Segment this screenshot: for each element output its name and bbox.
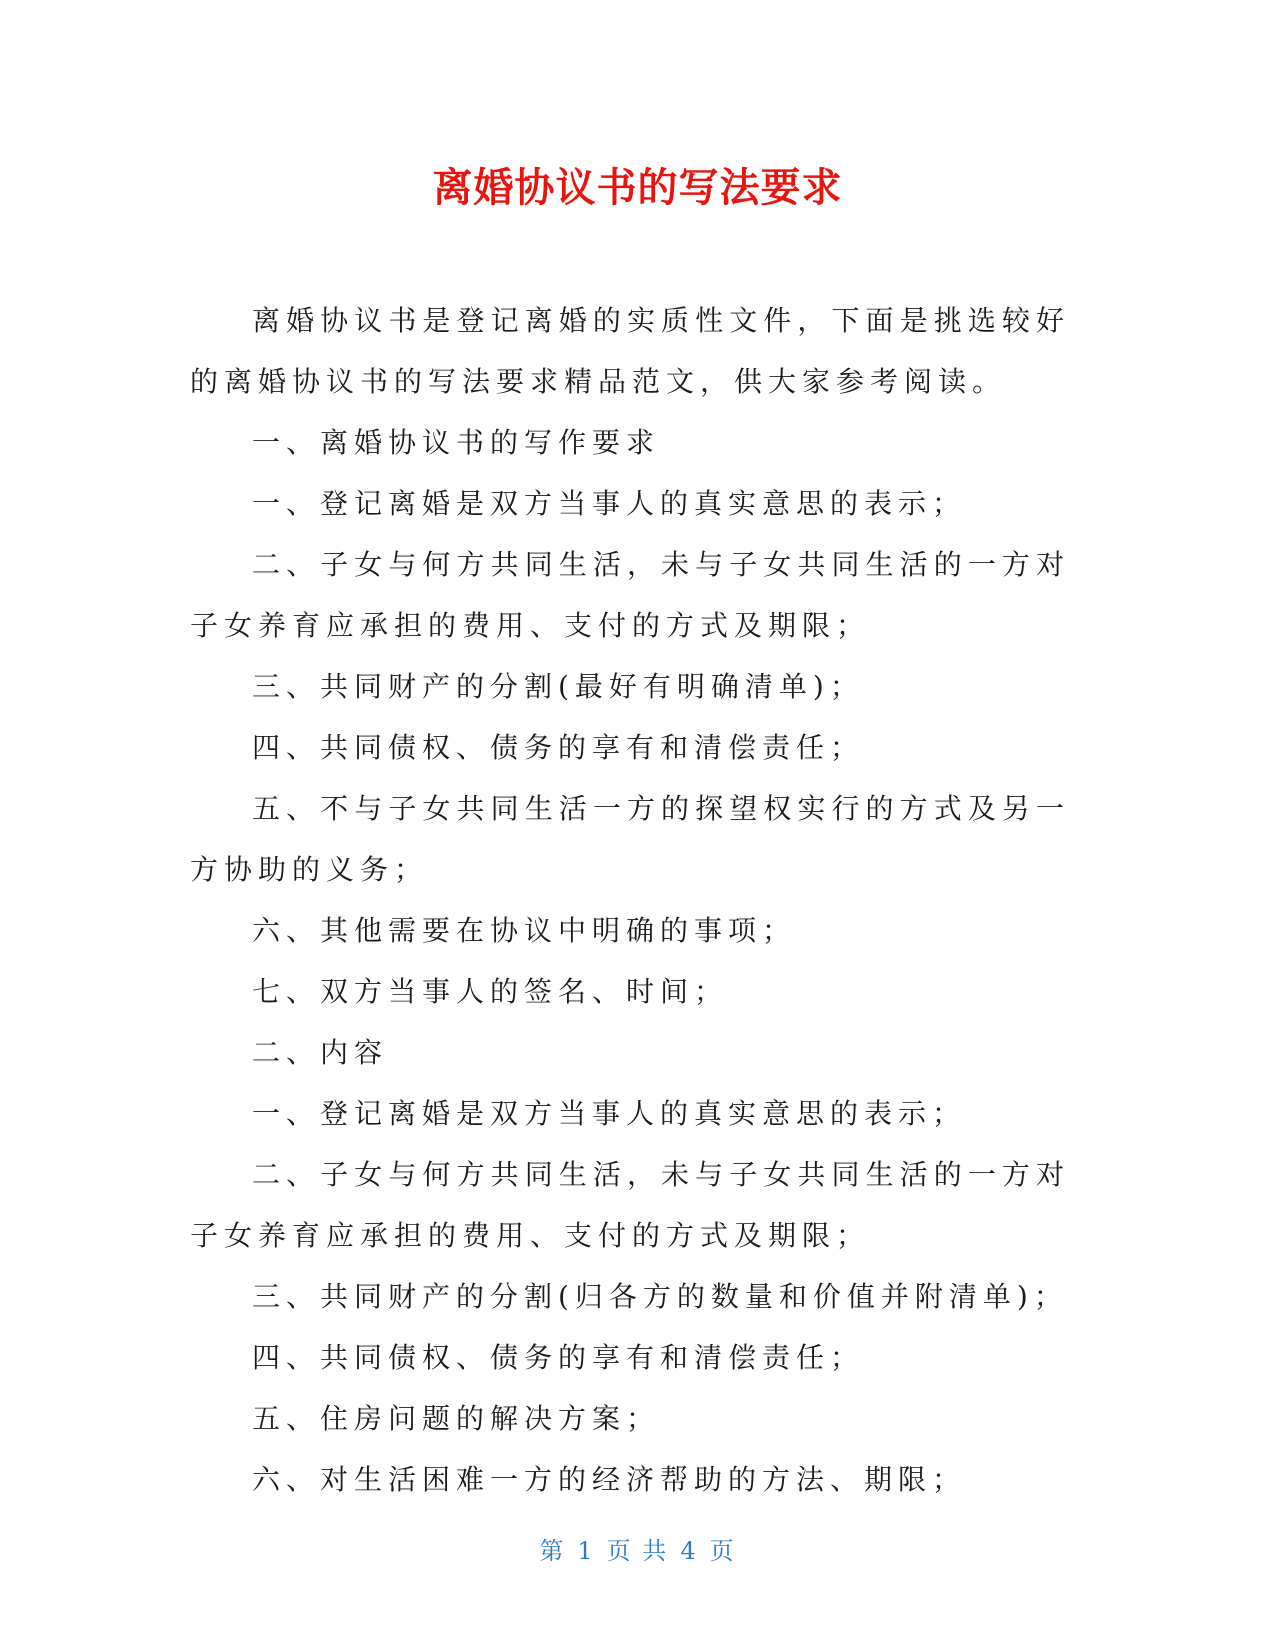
footer-suffix: 页 — [709, 1537, 736, 1565]
paragraph: 二、子女与何方共同生活，未与子女共同生活的一方对子女养育应承担的费用、支付的方式及期限； — [190, 1158, 1070, 1252]
paragraph: 六、其他需要在协议中明确的事项； — [252, 914, 797, 947]
paragraph: 一、离婚协议书的写作要求 — [252, 426, 661, 459]
paragraph: 一、登记离婚是双方当事人的真实意思的表示； — [252, 487, 967, 520]
footer-middle: 页 共 — [606, 1537, 669, 1565]
paragraph: 二、内容 — [252, 1036, 389, 1069]
paragraph: 七、双方当事人的签名、时间； — [252, 975, 729, 1008]
footer-total-pages: 4 — [680, 1537, 698, 1565]
document-title: 离婚协议书的写法要求 — [432, 165, 843, 211]
paragraph: 一、登记离婚是双方当事人的真实意思的表示； — [252, 1097, 967, 1130]
footer-current-page: 1 — [577, 1537, 595, 1565]
paragraph: 六、对生活困难一方的经济帮助的方法、期限； — [252, 1463, 967, 1496]
paragraph: 五、不与子女共同生活一方的探望权实行的方式及另一方协助的义务； — [190, 792, 1070, 886]
paragraph: 五、住房问题的解决方案； — [252, 1402, 661, 1435]
paragraph: 三、共同财产的分割(最好有明确清单)； — [252, 670, 864, 703]
paragraph: 二、子女与何方共同生活，未与子女共同生活的一方对子女养育应承担的费用、支付的方式及期限； — [190, 548, 1070, 642]
document-body — [190, 290, 1070, 1510]
paragraph: 四、共同债权、债务的享有和清偿责任； — [252, 731, 865, 764]
footer-prefix: 第 — [539, 1537, 566, 1565]
paragraph: 离婚协议书是登记离婚的实质性文件，下面是挑选较好的离婚协议书的写法要求精品范文，供大家参考阅读。 — [190, 304, 1070, 398]
paragraph: 四、共同债权、债务的享有和清偿责任； — [252, 1341, 865, 1374]
page-footer — [0, 1535, 1275, 1567]
paragraph: 三、共同财产的分割(归各方的数量和价值并附清单)； — [252, 1280, 1068, 1313]
